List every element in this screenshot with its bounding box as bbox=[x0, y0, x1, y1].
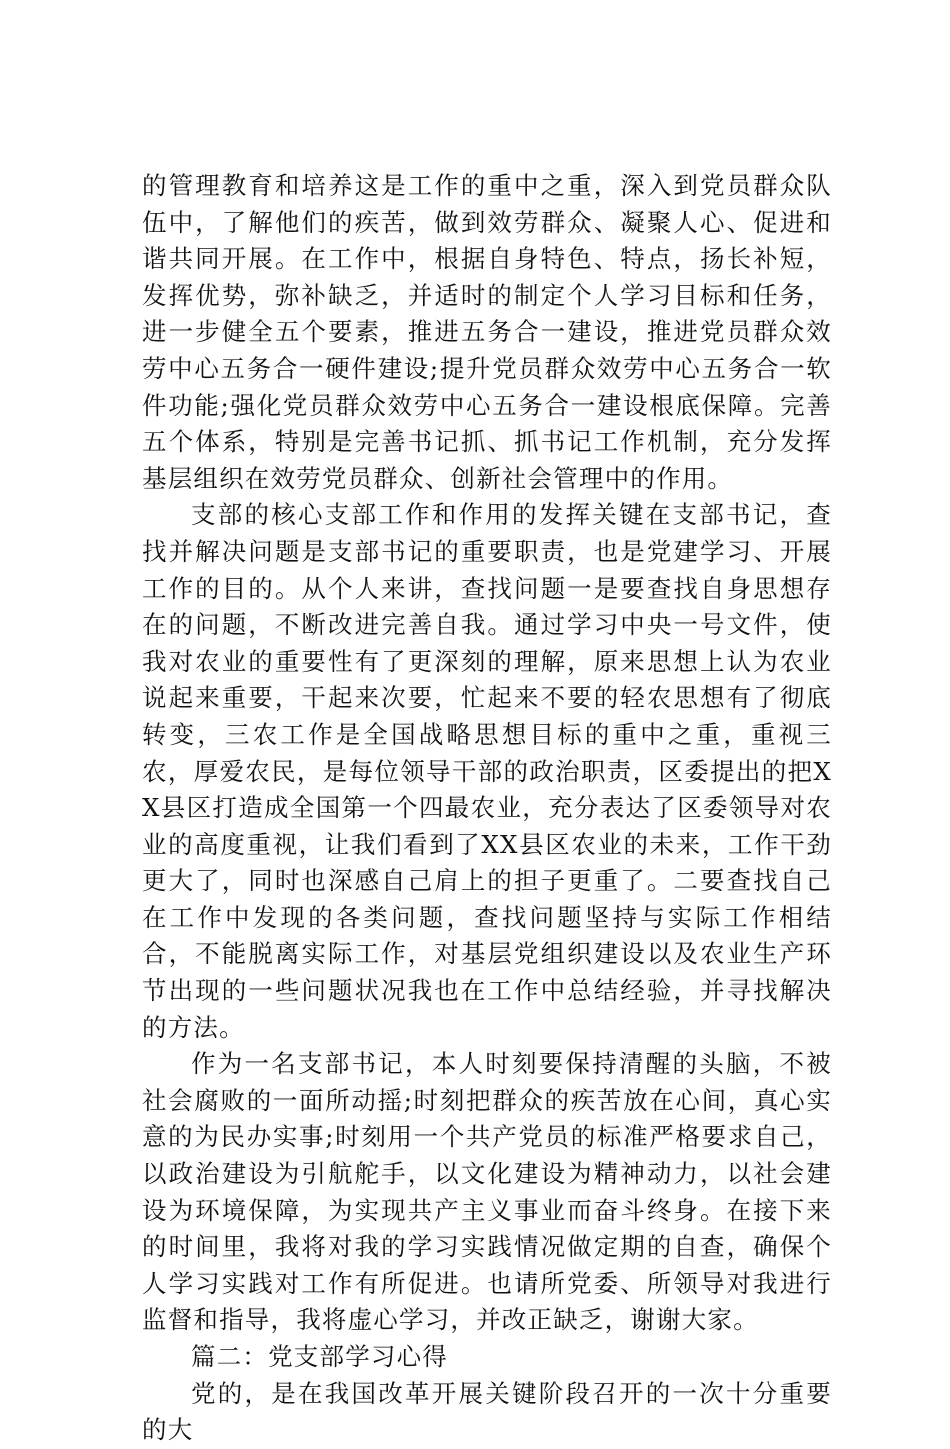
paragraph-2: 支部的核心支部工作和作用的发挥关键在支部书记，查找并解决问题是支部书记的重要职责，也是党建学习、开展工作的目的。从个人来讲，查找问题一是要查找自身思想存在的问题，不断改进完善自我。通过学习中央一号文件，使我对农业的重要性有了更深刻的理解，原来思想上认为农业说起来重要，干起来次要，忙起来不要的轻农思想有了彻底转变，三农工作是全国战略思想目标的重中之重，重视三农，厚爱农民，是每位领导干部的政治职责，区委提出的把XX县区打造成全国第一个四最农业，充分表达了区委领导对农业的高度重视，让我们看到了XX县区农业的未来，工作干劲更大了，同时也深感自己肩上的担子更重了。二要查找自己在工作中发现的各类问题，查找问题坚持与实际工作相结合，不能脱离实际工作，对基层党组织建设以及农业生产环节出现的一些问题状况我也在工作中总结经验，并寻找解决的方法。 bbox=[142, 500, 832, 1042]
paragraph-3: 作为一名支部书记，本人时刻要保持清醒的头脑，不被社会腐败的一面所动摇;时刻把群众的疾苦放在心间，真心实意的为民办实事;时刻用一个共产党员的标准严格要求自己，以政治建设为引航舵手，以文化建设为精神动力，以社会建设为环境保障，为实现共产主义事业而奋斗终身。在接下来的时间里，我将对我的学习实践情况做定期的自查，确保个人学习实践对工作有所促进。也请所党委、所领导对我进行监督和指导，我将虚心学习，并改正缺乏，谢谢大家。 bbox=[142, 1049, 832, 1335]
section-heading: 篇二：党支部学习心得 bbox=[191, 1342, 448, 1371]
paragraph-1: 的管理教育和培养这是工作的重中之重，深入到党员群众队伍中，了解他们的疾苦，做到效劳群众、凝聚人心、促进和谐共同开展。在工作中，根据自身特色、特点，扬长补短，发挥优势，弥补缺乏，并适时的制定个人学习目标和任务，进一步健全五个要素，推进五务合一建设，推进党员群众效劳中心五务合一硬件建设;提升党员群众效劳中心五务合一软件功能;强化党员群众效劳中心五务合一建设根底保障。完善五个体系，特别是完善书记抓、抓书记工作机制，充分发挥基层组织在效劳党员群众、创新社会管理中的作用。 bbox=[142, 171, 832, 493]
document-body bbox=[142, 168, 832, 1449]
paragraph-4: 党的，是在我国改革开展关键阶段召开的一次十分重要的大 bbox=[142, 1378, 832, 1445]
